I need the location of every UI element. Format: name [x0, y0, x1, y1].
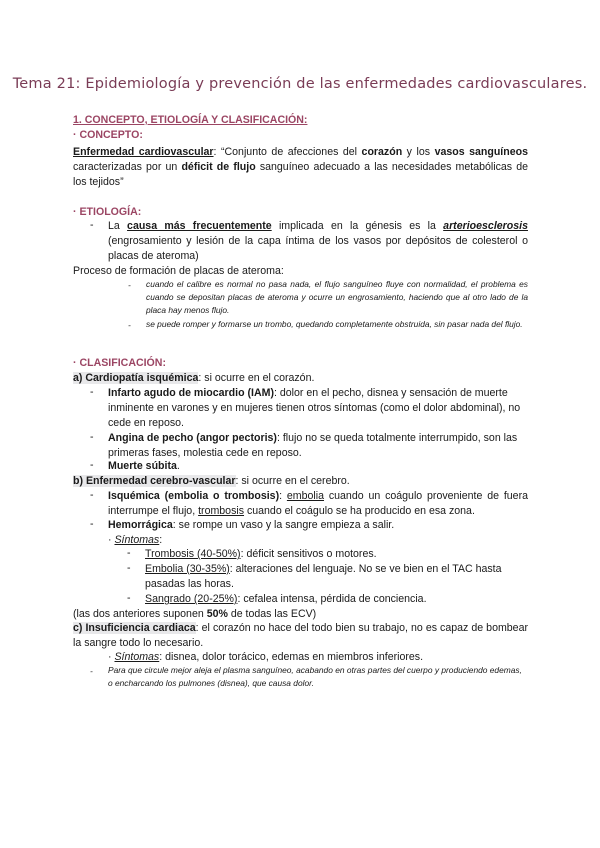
- bullet-dash: -: [90, 459, 94, 471]
- etiologia-paragraph: La causa más frecuentemente implicada en la génesis es la arterioesclerosis (engrosamiento y lesión de la capa íntima de los vasos por depósitos de colesterol o placas de ateroma): [108, 220, 528, 263]
- muerte-item: Muerte súbita.: [108, 460, 180, 472]
- bullet-dash: -: [90, 518, 94, 530]
- sintomas-label: · Síntomas:: [108, 534, 163, 546]
- iam-item: Infarto agudo de miocardio (IAM): dolor en el pecho, disnea y sensación de muerte inminente en varones y en mujeres tienen otros síntomas (como el dolor abdominal), no cede en reposo.: [108, 387, 521, 430]
- page-title: Tema 21: Epidemiología y prevención de las enfermedades cardiovasculares.: [12, 76, 588, 92]
- proceso-text: Proceso de formación de placas de ateroma:: [73, 265, 284, 277]
- proceso-sub-2: se puede romper y formarse un trombo, quedando completamente obstruida, sin pasar nada del flujo.: [146, 319, 523, 329]
- proceso-sub-1: cuando el calibre es normal no pasa nada, el flujo sanguíneo fluye con normalidad, el problema es cuando se depositan placas de ateroma y ocurre un engrosamiento, haciendo que al otro lado de la placa hay menos flujo.: [146, 279, 528, 316]
- bullet-dash: -: [90, 489, 94, 501]
- concepto-paragraph: Enfermedad cardiovascular: “Conjunto de afecciones del corazón y los vasos sanguíneos caracterizadas por un déficit de flujo sanguíneo adecuado a las necesidades metabólicas de los tejidos”: [73, 146, 529, 189]
- insuficiencia-heading: c) Insuficiencia cardiaca: el corazón no hace del todo bien su trabajo, no es capaz de bombear la sangre todo lo necesario.: [73, 622, 528, 650]
- clasificacion-heading: · CLASIFICACIÓN:: [73, 357, 166, 369]
- sintoma-embolia: Embolia (30-35%): alteraciones del lenguaje. No se ve bien en el TAC hasta pasadas las horas.: [145, 563, 502, 591]
- insuficiencia-sintomas: · Síntomas: disnea, dolor torácico, edemas en miembros inferiores.: [108, 651, 424, 663]
- insuficiencia-sub: Para que circule mejor aleja el plasma sanguíneo, acabando en otras partes del cuerpo y produciendo edemas, o encharcando los pulmones (disnea), que causa dolor.: [108, 665, 522, 689]
- bullet-dash: -: [127, 562, 131, 574]
- cardiopatia-heading: a) Cardiopatía isquémica: si ocurre en el corazón.: [73, 372, 315, 384]
- bullet-dash: -: [90, 219, 94, 231]
- bullet-dash: -: [90, 666, 93, 676]
- bullet-dash: -: [127, 592, 131, 604]
- section-heading: 1. CONCEPTO, ETIOLOGÍA Y CLASIFICACIÓN:: [73, 114, 308, 126]
- cerebrovascular-heading: b) Enfermedad cerebro-vascular: si ocurre en el cerebro.: [73, 475, 350, 487]
- isquemica-item: Isquémica (embolia o trombosis): embolia cuando un coágulo proveniente de fuera interrumpe el flujo, trombosis cuando el coágulo se ha producido en esa zona.: [108, 490, 528, 518]
- bullet-dash: -: [127, 547, 131, 559]
- nota-ecv: (las dos anteriores suponen 50% de todas las ECV): [73, 608, 317, 620]
- bullet-dash: -: [128, 320, 131, 330]
- bullet-dash: -: [128, 280, 131, 290]
- concepto-heading: · CONCEPTO:: [73, 129, 143, 141]
- sintoma-trombosis: Trombosis (40-50%): déficit sensitivos o motores.: [145, 548, 377, 560]
- angina-item: Angina de pecho (angor pectoris): flujo no se queda totalmente interrumpido, son las primeras fases, molestia cede en reposo.: [108, 432, 518, 460]
- hemorragica-item: Hemorrágica: se rompe un vaso y la sangre empieza a salir.: [108, 519, 395, 531]
- bullet-dash: -: [90, 386, 94, 398]
- bullet-dash: -: [90, 431, 94, 443]
- sintoma-sangrado: Sangrado (20-25%): cefalea intensa, pérdida de conciencia.: [145, 593, 427, 605]
- etiologia-heading: · ETIOLOGÍA:: [73, 206, 142, 218]
